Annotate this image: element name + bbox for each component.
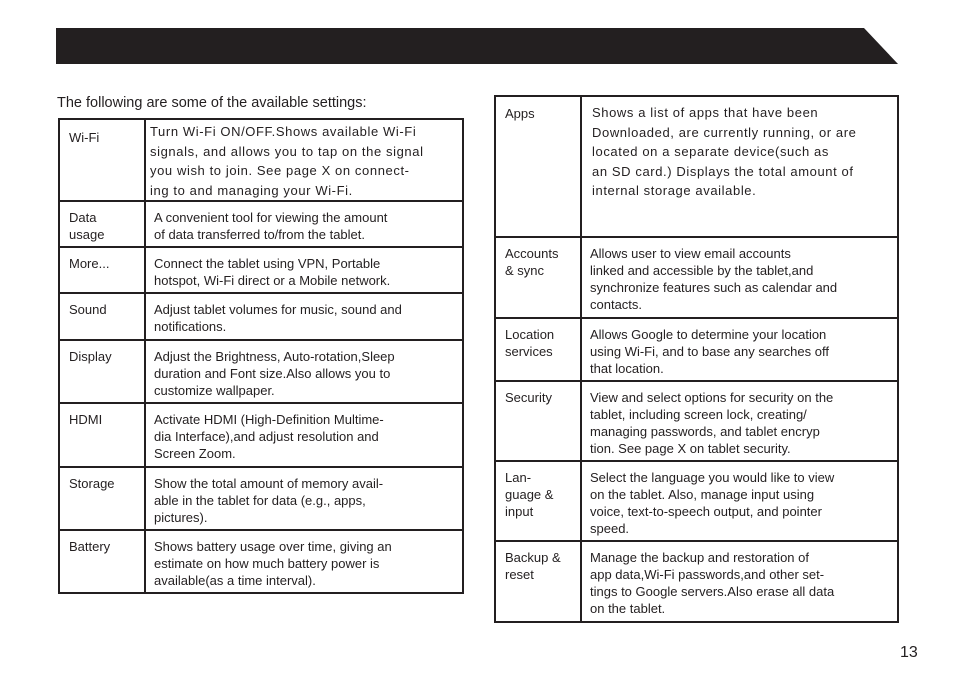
setting-desc-sound: Adjust tablet volumes for music, sound and notifications.: [145, 293, 463, 340]
setting-desc-storage: Show the total amount of memory avail- able in the tablet for data (e.g., apps, pictures).: [145, 467, 463, 530]
table-row: [59, 201, 463, 247]
table-row: [495, 541, 898, 622]
setting-name-location-services: Location services: [495, 318, 581, 381]
header-banner: [56, 28, 898, 64]
setting-name-data-usage: Data usage: [59, 201, 145, 247]
setting-name-battery: Battery: [59, 530, 145, 593]
setting-desc-display: Adjust the Brightness, Auto-rotation,Sleep duration and Font size.Also allows you to customize wallpaper.: [145, 340, 463, 403]
setting-name-accounts-sync: Accounts & sync: [495, 237, 581, 318]
setting-desc-more: Connect the tablet using VPN, Portable hotspot, Wi-Fi direct or a Mobile network.: [145, 247, 463, 293]
setting-desc-backup-reset: Manage the backup and restoration of app data,Wi-Fi passwords,and other set- tings to Google servers.Also erase all data on the tablet.: [581, 541, 898, 622]
setting-desc-hdmi: Activate HDMI (High-Definition Multime- dia Interface),and adjust resolution and Screen Zoom.: [145, 403, 463, 467]
table-row: [59, 293, 463, 340]
setting-name-display: Display: [59, 340, 145, 403]
intro-text: The following are some of the available settings:: [57, 95, 367, 111]
setting-name-hdmi: HDMI: [59, 403, 145, 467]
setting-desc-wifi: Turn Wi-Fi ON/OFF.Shows available Wi-Fi signals, and allows you to tap on the signal you wish to join. See page X on connect- ing to and managing your Wi-Fi.: [145, 119, 463, 201]
setting-name-sound: Sound: [59, 293, 145, 340]
setting-desc-security: View and select options for security on the tablet, including screen lock, creating/ managing passwords, and tablet encryp tion. See page X on tablet security.: [581, 381, 898, 461]
table-row: [495, 318, 898, 381]
table-row: [59, 530, 463, 593]
setting-name-backup-reset: Backup & reset: [495, 541, 581, 622]
setting-name-security: Security: [495, 381, 581, 461]
table-row: [59, 467, 463, 530]
settings-table-left: [58, 118, 464, 594]
table-row: [59, 119, 463, 201]
setting-desc-language-input: Select the language you would like to view on the tablet. Also, manage input using voice, text-to-speech output, and pointer speed.: [581, 461, 898, 541]
setting-desc-battery: Shows battery usage over time, giving an estimate on how much battery power is available(as a time interval).: [145, 530, 463, 593]
table-row: [495, 237, 898, 318]
table-row: [495, 381, 898, 461]
settings-table-right: [494, 95, 899, 623]
table-row: [59, 340, 463, 403]
setting-desc-apps: Shows a list of apps that have been Downloaded, are currently running, or are located on a separate device(such as an SD card.) Displays the total amount of internal storage available.: [581, 96, 898, 237]
setting-desc-location-services: Allows Google to determine your location using Wi-Fi, and to base any searches off that location.: [581, 318, 898, 381]
table-row: [59, 403, 463, 467]
setting-desc-accounts-sync: Allows user to view email accounts linked and accessible by the tablet,and synchronize features such as calendar and contacts.: [581, 237, 898, 318]
table-row: [495, 461, 898, 541]
setting-name-more: More...: [59, 247, 145, 293]
setting-name-storage: Storage: [59, 467, 145, 530]
table-row: [495, 96, 898, 237]
setting-name-language-input: Lan- guage & input: [495, 461, 581, 541]
setting-desc-data-usage: A convenient tool for viewing the amount of data transferred to/from the tablet.: [145, 201, 463, 247]
table-row: [59, 247, 463, 293]
setting-name-wifi: Wi-Fi: [59, 119, 145, 201]
page-number: 13: [900, 644, 918, 661]
setting-name-apps: Apps: [495, 96, 581, 237]
